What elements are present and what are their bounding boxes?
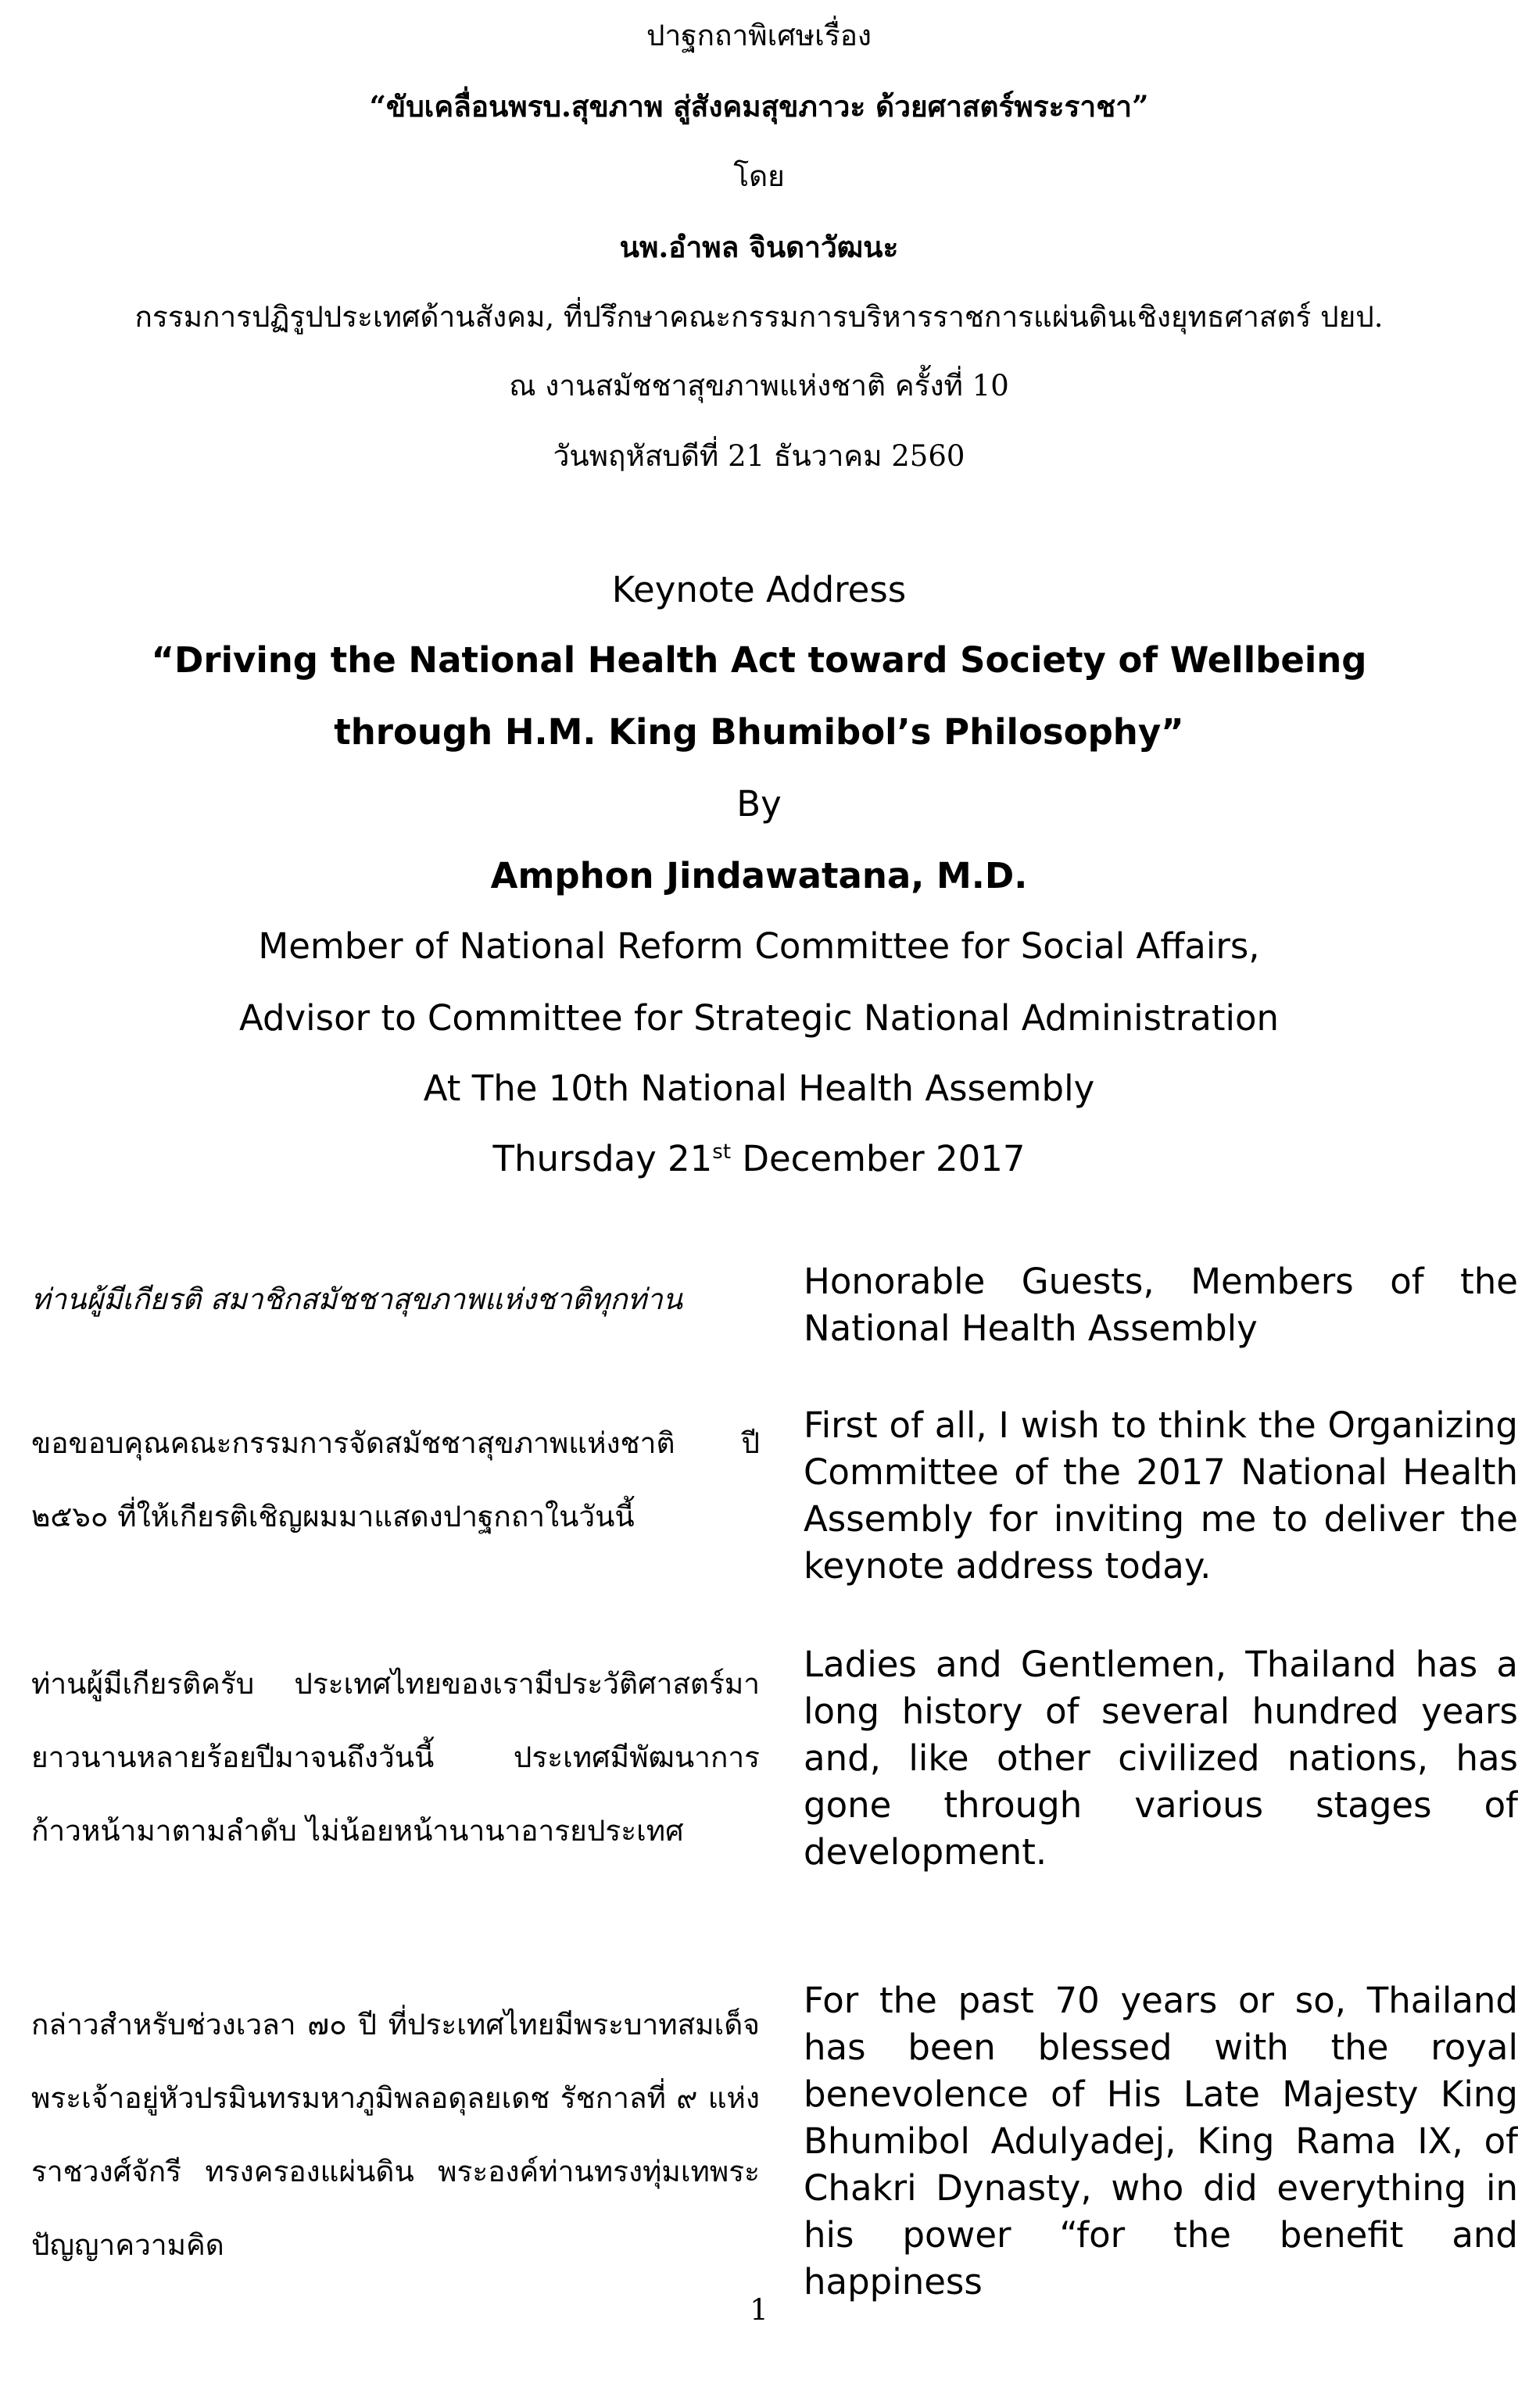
thai-paragraph-3: ท่านผู้มีเกียรติครับ ประเทศไทยของเรามีประวัติศาสตร์มายาวนานหลายร้อยปีมาจนถึงวันนี้ ประเทศมีพัฒนาการก้าวหน้ามาตามลำดับ ไม่น้อยหน้านานาอารยประเทศ: [31, 1667, 760, 1848]
english-title-line-1: “Driving the National Health Act toward Society of Wellbeing: [151, 639, 1367, 681]
english-address-kind: Keynote Address: [611, 569, 907, 610]
english-paragraph-2: First of all, I wish to think the Organizing Committee of the 2017 National Health Assembly for inviting me to deliver the keynote address today.: [804, 1404, 1518, 1587]
english-title-line-2: through H.M. King Bhumibol’s Philosophy”: [334, 711, 1184, 753]
thai-paragraph-1: ท่านผู้มีเกียรติ สมาชิกสมัชชาสุขภาพแห่งชาติทุกท่าน: [31, 1283, 683, 1316]
thai-paragraph-2: ขอขอบคุณคณะกรรมการจัดสมัชชาสุขภาพแห่งชาติ ปี ๒๕๖๐ ที่ให้เกียรติเชิญผมมาแสดงปาฐกถาในวันนี้: [31, 1426, 760, 1533]
thai-date: วันพฤหัสบดีที่ 21 ธันวาคม 2560: [553, 439, 965, 473]
thai-paragraph-4: กล่าวสำหรับช่วงเวลา ๗๐ ปี ที่ประเทศไทยมีพระบาทสมเด็จพระเจ้าอยู่หัวปรมินทรมหาภูมิพลอดุลยเดช รัชกาลที่ ๙ แห่งราชวงศ์จักรี ทรงครองแผ่นดิน พระองค์ท่านทรงทุ่มเทพระปัญญาความคิด: [31, 2008, 760, 2262]
thai-by: โดย: [733, 159, 785, 193]
english-speaker: Amphon Jindawatana, M.D.: [490, 855, 1028, 896]
thai-title: “ขับเคลื่อนพรบ.สุขภาพ สู่สังคมสุขภาวะ ด้วยศาสตร์พระราชา”: [369, 89, 1149, 123]
english-by: By: [736, 783, 782, 825]
english-date-ordinal: st: [712, 1140, 732, 1164]
english-venue: At The 10th National Health Assembly: [423, 1068, 1095, 1109]
english-date-prefix: Thursday 21: [492, 1138, 713, 1179]
page-number: 1: [750, 2293, 768, 2327]
thai-speaker: นพ.อำพล จินดาวัฒนะ: [619, 230, 899, 264]
thai-venue: ณ งานสมัชชาสุขภาพแห่งชาติ ครั้งที่ 10: [509, 369, 1009, 403]
thai-affiliation: กรรมการปฏิรูปประเทศด้านสังคม, ที่ปรึกษาคณะกรรมการบริหารราชการแผ่นดินเชิงยุทธศาสตร์ ปยป.: [134, 300, 1384, 334]
english-role-1: Member of National Reform Committee for Social Affairs,: [258, 925, 1260, 967]
thai-address-kind: ปาฐกถาพิเศษเรื่อง: [646, 19, 872, 52]
english-paragraph-4: For the past 70 years or so, Thailand has been blessed with the royal benevolence of His Late Majesty King Bhumibol Adulyadej, King Rama IX, of Chakri Dynasty, who did everything in his power “for the benefit and happiness: [804, 1980, 1518, 2302]
english-paragraph-1: Honorable Guests, Members of the National Health Assembly: [804, 1261, 1518, 1349]
english-date: [0, 1135, 1518, 1183]
english-role-2: Advisor to Committee for Strategic National Administration: [238, 997, 1280, 1039]
english-paragraph-3: Ladies and Gentlemen, Thailand has a long history of several hundred years and, like other civilized nations, has gone through various stages of development.: [804, 1644, 1518, 1873]
english-date-suffix: December 2017: [731, 1138, 1026, 1179]
